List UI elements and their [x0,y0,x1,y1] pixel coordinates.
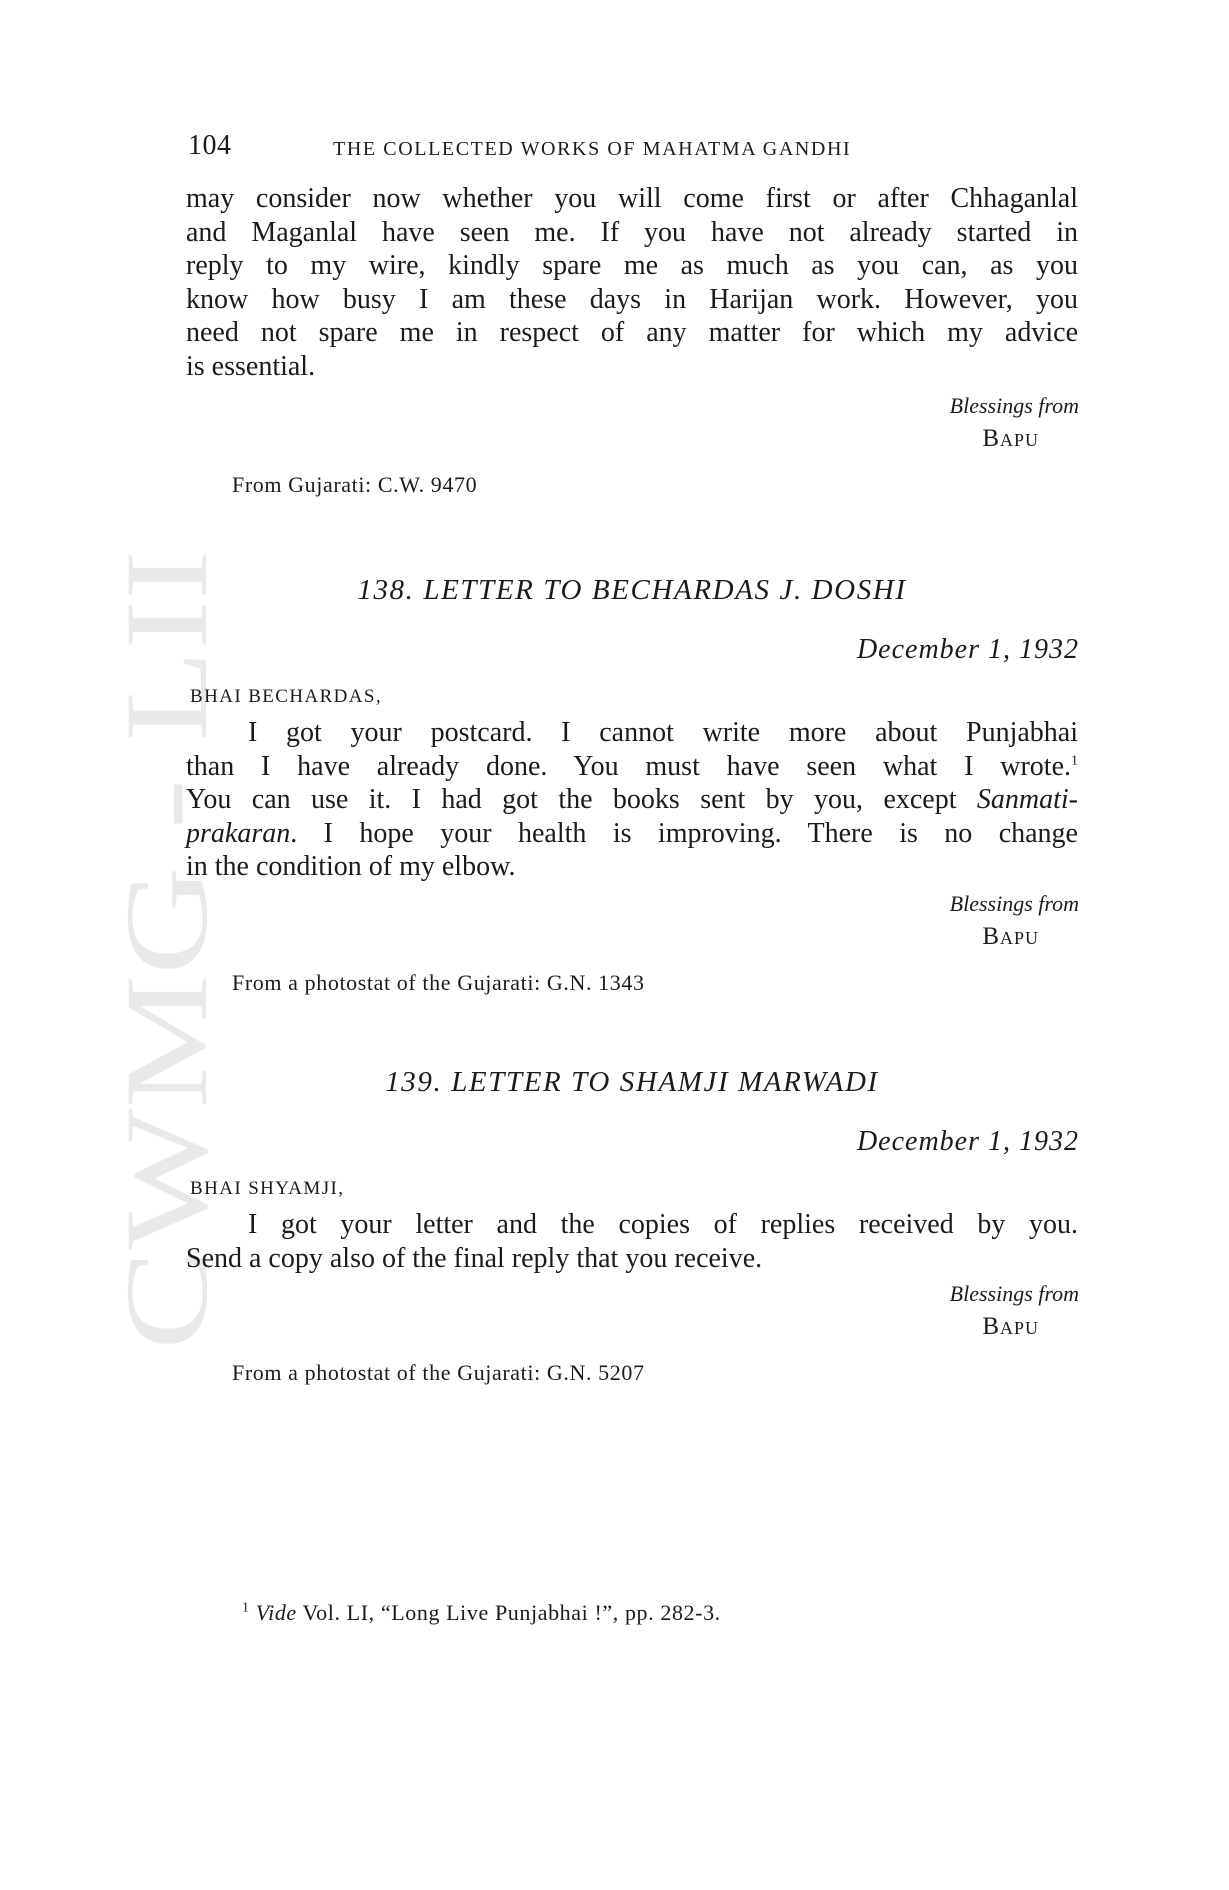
watermark-text: CWMG LII [118,720,228,1350]
footnote-vide: Vide [255,1600,297,1625]
intro-line: may consider now whether you will come first or after Chhaganlal [186,183,1078,214]
letter-138-date: December 1, 1932 [856,634,1079,665]
intro-paragraph [186,182,1078,384]
letter-139-heading: 139. LETTER TO SHAMJI MARWADI [385,1066,879,1098]
intro-line: know how busy I am these days in Harijan work. However, you [186,283,1078,315]
intro-signature: Bapu [982,425,1039,452]
letter-139-body [186,1208,1078,1275]
letter-139-blessing: Blessings from [949,1281,1079,1306]
intro-line: and Maganlal have seen me. If you have not already started in [186,216,1078,248]
letter-138-line: in the condition of my elbow. [186,851,516,883]
intro-line: is essential. [186,350,316,382]
letter-138-salutation: BHAI BECHARDAS, [190,686,383,707]
running-head [188,130,1088,170]
intro-line: reply to my wire, kindly spare me as much as you can, as you [186,250,1078,282]
running-title: THE COLLECTED WORKS OF MAHATMA GANDHI [333,138,852,160]
footnote-number: 1 [242,1600,250,1616]
letter-138-blessing: Blessings from [949,891,1079,916]
letter-138-signature: Bapu [982,923,1039,950]
letter-139-source: From a photostat of the Gujarati: G.N. 5207 [232,1360,645,1385]
letter-139-line: Send a copy also of the final reply that you receive. [186,1242,763,1274]
letter-139-signature: Bapu [982,1313,1039,1340]
letter-138-heading: 138. LETTER TO BECHARDAS J. DOSHI [357,574,907,606]
letter-138-line: I got your postcard. I cannot write more about Punjabhai [248,717,1078,748]
letter-138-line: prakaran. I hope your health is improving. There is no change [186,817,1078,849]
intro-blessing: Blessings from [949,393,1079,418]
intro-source: From Gujarati: C.W. 9470 [232,472,478,497]
letter-139-date: December 1, 1932 [856,1126,1079,1157]
letter-138-line: than I have already done. You must have seen what I wrote.$^1$ [186,750,1078,782]
page-number: 104 [188,130,232,161]
letter-138-body [186,716,1078,884]
letter-138-line: You can use it. I had got the books sent by you, except Sanmati- [186,784,1078,816]
letter-139-salutation: BHAI SHYAMJI, [190,1178,345,1199]
footnote-text: Vol. LI, “Long Live Punjabhai !”, pp. 282-3. [296,1600,721,1625]
footnote [242,1600,721,1626]
footnote-marker: 1 [1071,753,1078,769]
letter-139-line: I got your letter and the copies of replies received by you. [248,1209,1078,1240]
intro-line: need not spare me in respect of any matter for which my advice [186,317,1078,349]
letter-138-source: From a photostat of the Gujarati: G.N. 1343 [232,970,645,995]
